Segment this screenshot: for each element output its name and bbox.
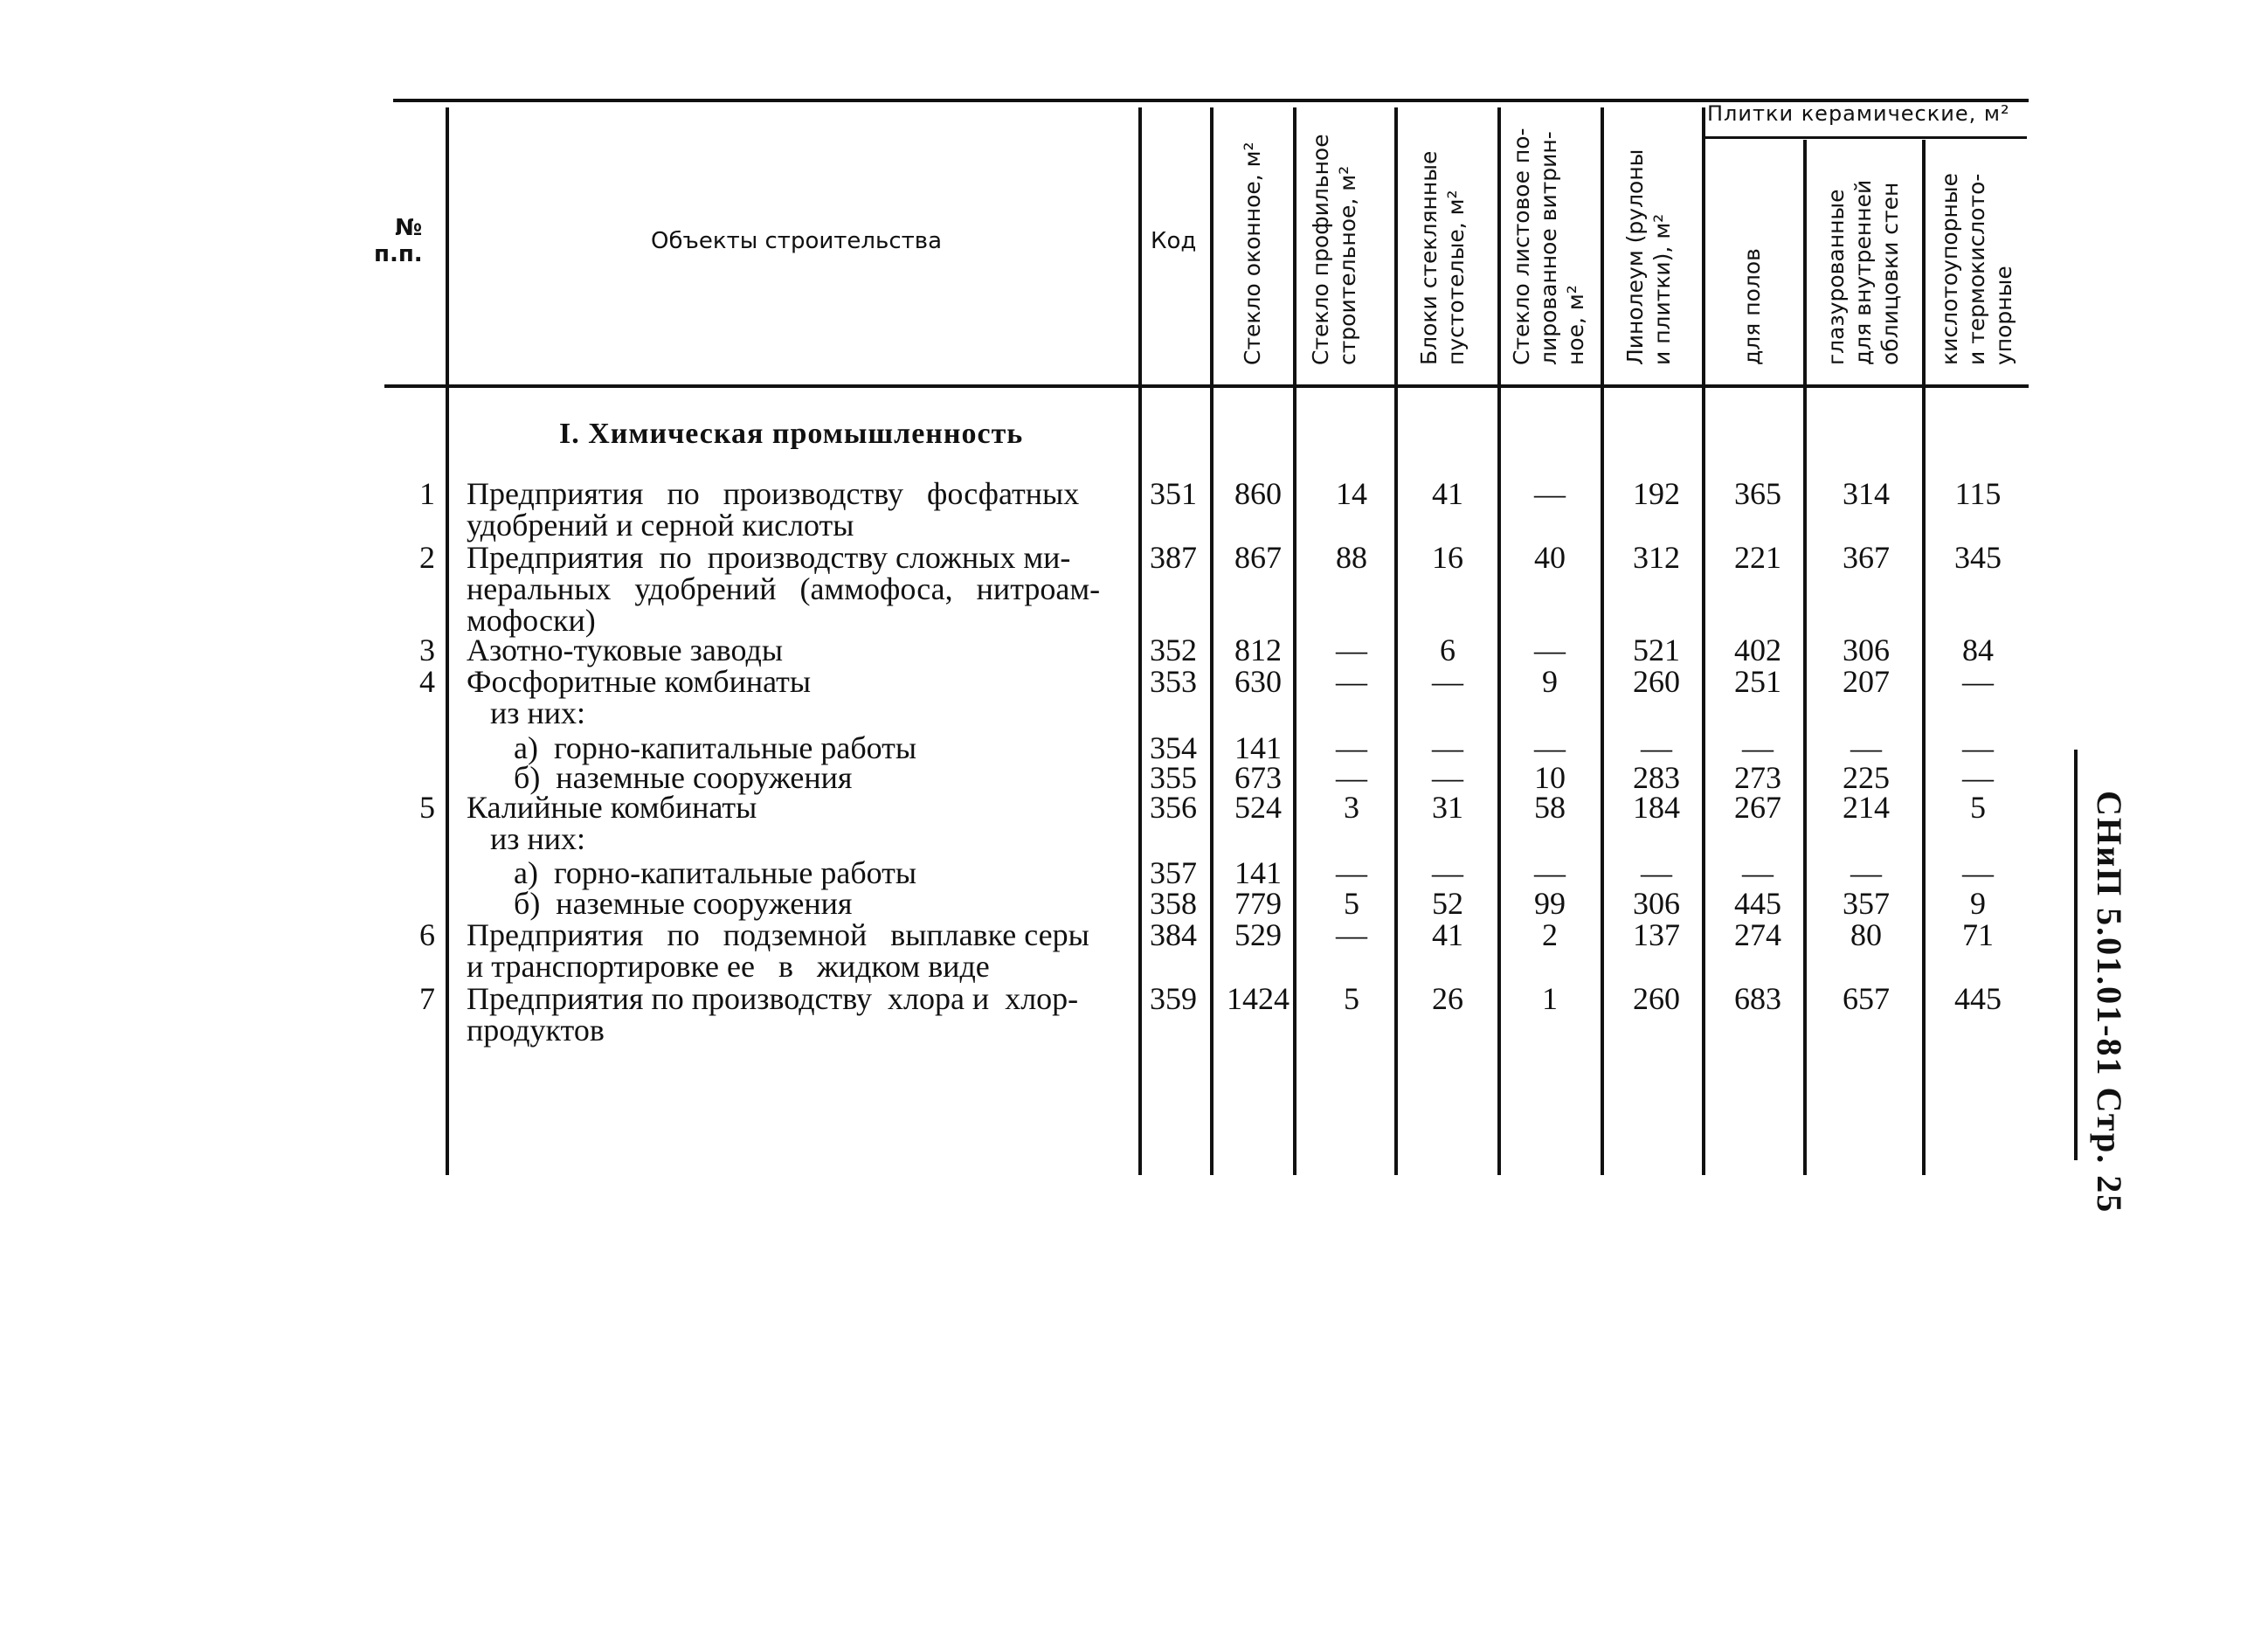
col-divider-glazed bbox=[1922, 140, 1926, 1175]
profile-glass-cell: 5 bbox=[1344, 886, 1359, 921]
row-number: 3 bbox=[419, 633, 435, 667]
linoleum-cell: 260 bbox=[1633, 981, 1680, 1016]
window-glass-header: Стекло оконное, м² bbox=[1240, 142, 1265, 365]
glazed-tiles-cell: 657 bbox=[1843, 981, 1890, 1016]
object-name-line: Предприятия по производству хлора и хлор- bbox=[467, 981, 1079, 1016]
window-glass-cell: 1424 bbox=[1227, 981, 1290, 1016]
glazed-tiles-cell: — bbox=[1850, 730, 1882, 765]
polished-glass-cell: 9 bbox=[1542, 664, 1558, 699]
window-glass-cell: 524 bbox=[1234, 790, 1282, 825]
code-cell: 387 bbox=[1150, 540, 1197, 575]
glazed-tiles-cell: 367 bbox=[1843, 540, 1890, 575]
glass-blocks-cell: — bbox=[1432, 855, 1463, 890]
profile-glass-header: Стекло профильное строительное, м² bbox=[1308, 134, 1360, 365]
floor-tiles-cell: 365 bbox=[1734, 476, 1781, 511]
profile-glass-cell: 14 bbox=[1336, 476, 1367, 511]
profile-glass-cell: 88 bbox=[1336, 540, 1367, 575]
col-divider-num bbox=[446, 107, 449, 1175]
linoleum-cell: 306 bbox=[1633, 886, 1680, 921]
code-cell: 356 bbox=[1150, 790, 1197, 825]
linoleum-cell: 283 bbox=[1633, 760, 1680, 795]
glass-blocks-cell: 16 bbox=[1432, 540, 1463, 575]
object-name-line: Предприятия по подземной выплавке серы bbox=[467, 917, 1089, 952]
window-glass-cell: 867 bbox=[1234, 540, 1282, 575]
glazed-tiles-cell: 314 bbox=[1843, 476, 1890, 511]
object-name-line: Калийные комбинаты bbox=[467, 790, 757, 825]
linoleum-cell: 184 bbox=[1633, 790, 1680, 825]
glazed-tiles-cell: 306 bbox=[1843, 633, 1890, 667]
code-header: Код bbox=[1151, 228, 1197, 254]
profile-glass-cell: — bbox=[1336, 664, 1367, 699]
glazed-tiles-cell: 80 bbox=[1850, 917, 1882, 952]
section-title: I. Химическая промышленность bbox=[559, 418, 1024, 450]
num-header-abbrev: п.п. bbox=[374, 241, 423, 267]
glass-blocks-cell: 52 bbox=[1432, 886, 1463, 921]
document-reference-label: СНиП 5.01.01-81 Стр. 25 bbox=[2090, 791, 2129, 1214]
window-glass-cell: 779 bbox=[1234, 886, 1282, 921]
col-divider-polished bbox=[1497, 107, 1501, 1175]
linoleum-header: Линолеум (рулоны и плитки), м² bbox=[1622, 149, 1675, 365]
glass-blocks-cell: 31 bbox=[1432, 790, 1463, 825]
floor-tiles-cell: 221 bbox=[1734, 540, 1781, 575]
floor-tiles-cell: 273 bbox=[1734, 760, 1781, 795]
acid-tiles-cell: 71 bbox=[1962, 917, 1994, 952]
acid-tiles-cell: — bbox=[1962, 730, 1994, 765]
polished-glass-cell: — bbox=[1534, 730, 1566, 765]
object-name-line: Фосфоритные комбинаты bbox=[467, 664, 812, 699]
glass-blocks-cell: — bbox=[1432, 730, 1463, 765]
profile-glass-cell: — bbox=[1336, 760, 1367, 795]
linoleum-cell: 312 bbox=[1633, 540, 1680, 575]
linoleum-cell: 192 bbox=[1633, 476, 1680, 511]
code-cell: 351 bbox=[1150, 476, 1197, 511]
acid-tiles-cell: — bbox=[1962, 855, 1994, 890]
row-number: 1 bbox=[419, 476, 435, 511]
header-bottom-rule bbox=[384, 384, 2029, 388]
glass-blocks-header: Блоки стеклянные пустотелые, м² bbox=[1416, 150, 1469, 365]
floor-tiles-cell: 683 bbox=[1734, 981, 1781, 1016]
object-name-line: продуктов bbox=[467, 1013, 605, 1048]
glass-blocks-cell: 26 bbox=[1432, 981, 1463, 1016]
col-divider-floor bbox=[1803, 140, 1807, 1175]
polished-glass-cell: 1 bbox=[1542, 981, 1558, 1016]
glass-blocks-cell: — bbox=[1432, 664, 1463, 699]
linoleum-cell: 137 bbox=[1633, 917, 1680, 952]
floor-tiles-cell: 274 bbox=[1734, 917, 1781, 952]
acid-tiles-cell: 84 bbox=[1962, 633, 1994, 667]
glass-blocks-cell: 41 bbox=[1432, 476, 1463, 511]
window-glass-cell: 860 bbox=[1234, 476, 1282, 511]
window-glass-cell: 141 bbox=[1234, 855, 1282, 890]
glass-blocks-cell: — bbox=[1432, 760, 1463, 795]
acid-tiles-cell: — bbox=[1962, 760, 1994, 795]
polished-glass-cell: — bbox=[1534, 633, 1566, 667]
glazed-tiles-cell: 214 bbox=[1843, 790, 1890, 825]
window-glass-cell: 630 bbox=[1234, 664, 1282, 699]
floor-tiles-cell: 445 bbox=[1734, 886, 1781, 921]
floor-tiles-cell: 251 bbox=[1734, 664, 1781, 699]
object-name-line: из них: bbox=[467, 695, 586, 730]
glazed-tiles-cell: 357 bbox=[1843, 886, 1890, 921]
ceramic-group-header: Плитки керамические, м² bbox=[1707, 101, 2010, 126]
window-glass-cell: 673 bbox=[1234, 760, 1282, 795]
row-number: 6 bbox=[419, 917, 435, 952]
code-cell: 359 bbox=[1150, 981, 1197, 1016]
acid-tiles-header: кислотоупорные и термокислото- упорные bbox=[1937, 173, 2016, 365]
profile-glass-cell: — bbox=[1336, 855, 1367, 890]
object-name-line: мофоски) bbox=[467, 603, 596, 638]
glazed-tiles-cell: 207 bbox=[1843, 664, 1890, 699]
side-rule bbox=[2074, 750, 2078, 1160]
window-glass-cell: 141 bbox=[1234, 730, 1282, 765]
polished-glass-cell: — bbox=[1534, 476, 1566, 511]
code-cell: 352 bbox=[1150, 633, 1197, 667]
floor-tiles-cell: — bbox=[1742, 730, 1774, 765]
code-cell: 358 bbox=[1150, 886, 1197, 921]
acid-tiles-cell: — bbox=[1962, 664, 1994, 699]
code-cell: 355 bbox=[1150, 760, 1197, 795]
objects-header: Объекты строительства bbox=[651, 228, 943, 254]
row-number: 5 bbox=[419, 790, 435, 825]
floor-tiles-cell: 402 bbox=[1734, 633, 1781, 667]
object-name-line: б) наземные сооружения bbox=[467, 760, 853, 795]
object-name-line: Предприятия по производству сложных ми- bbox=[467, 540, 1071, 575]
window-glass-cell: 529 bbox=[1234, 917, 1282, 952]
window-glass-cell: 812 bbox=[1234, 633, 1282, 667]
polished-glass-cell: 99 bbox=[1534, 886, 1566, 921]
acid-tiles-cell: 115 bbox=[1954, 476, 2002, 511]
acid-tiles-cell: 5 bbox=[1970, 790, 1986, 825]
object-name-line: удобрений и серной кислоты bbox=[467, 508, 854, 543]
object-name-line: и транспортировке ее в жидком виде bbox=[467, 949, 990, 984]
acid-tiles-cell: 9 bbox=[1970, 886, 1986, 921]
col-divider-code bbox=[1138, 107, 1142, 1175]
linoleum-cell: 521 bbox=[1633, 633, 1680, 667]
object-name-line: Азотно-туковые заводы bbox=[467, 633, 784, 667]
object-name-line: а) горно-капитальные работы bbox=[467, 855, 917, 890]
polished-glass-cell: 2 bbox=[1542, 917, 1558, 952]
code-cell: 354 bbox=[1150, 730, 1197, 765]
col-divider-window bbox=[1210, 107, 1214, 1175]
code-cell: 384 bbox=[1150, 917, 1197, 952]
polished-glass-cell: — bbox=[1534, 855, 1566, 890]
linoleum-cell: — bbox=[1641, 855, 1672, 890]
acid-tiles-cell: 445 bbox=[1954, 981, 2002, 1016]
row-number: 7 bbox=[419, 981, 435, 1016]
acid-tiles-cell: 345 bbox=[1954, 540, 2002, 575]
profile-glass-cell: 5 bbox=[1344, 981, 1359, 1016]
linoleum-cell: 260 bbox=[1633, 664, 1680, 699]
glass-blocks-cell: 41 bbox=[1432, 917, 1463, 952]
floor-tiles-header: для полов bbox=[1739, 248, 1765, 365]
profile-glass-cell: 3 bbox=[1344, 790, 1359, 825]
polished-glass-cell: 40 bbox=[1534, 540, 1566, 575]
col-divider-ceramic bbox=[1702, 107, 1705, 1175]
glazed-tiles-cell: 225 bbox=[1843, 760, 1890, 795]
code-cell: 357 bbox=[1150, 855, 1197, 890]
floor-tiles-cell: 267 bbox=[1734, 790, 1781, 825]
polished-glass-cell: 58 bbox=[1534, 790, 1566, 825]
floor-tiles-cell: — bbox=[1742, 855, 1774, 890]
ceramic-group-rule bbox=[1704, 136, 2027, 139]
linoleum-cell: — bbox=[1641, 730, 1672, 765]
col-divider-linoleum bbox=[1601, 107, 1604, 1175]
glazed-tiles-cell: — bbox=[1850, 855, 1882, 890]
polished-glass-header: Стекло листовое по- лированное витрин- ное, м² bbox=[1509, 128, 1588, 365]
polished-glass-cell: 10 bbox=[1534, 760, 1566, 795]
object-name-line: а) горно-капитальные работы bbox=[467, 730, 917, 765]
glass-blocks-cell: 6 bbox=[1440, 633, 1456, 667]
object-name-line: неральных удобрений (аммофоса, нитроам- bbox=[467, 571, 1101, 606]
profile-glass-cell: — bbox=[1336, 917, 1367, 952]
row-number: 4 bbox=[419, 664, 435, 699]
profile-glass-cell: — bbox=[1336, 633, 1367, 667]
profile-glass-cell: — bbox=[1336, 730, 1367, 765]
object-name-line: Предприятия по производству фосфатных bbox=[467, 476, 1080, 511]
num-header-symbol: № bbox=[395, 215, 423, 241]
object-name-line: б) наземные сооружения bbox=[467, 886, 853, 921]
glazed-tiles-header: глазурованные для внутренней облицовки стен bbox=[1823, 179, 1903, 365]
row-number: 2 bbox=[419, 540, 435, 575]
object-name-line: из них: bbox=[467, 821, 586, 856]
code-cell: 353 bbox=[1150, 664, 1197, 699]
